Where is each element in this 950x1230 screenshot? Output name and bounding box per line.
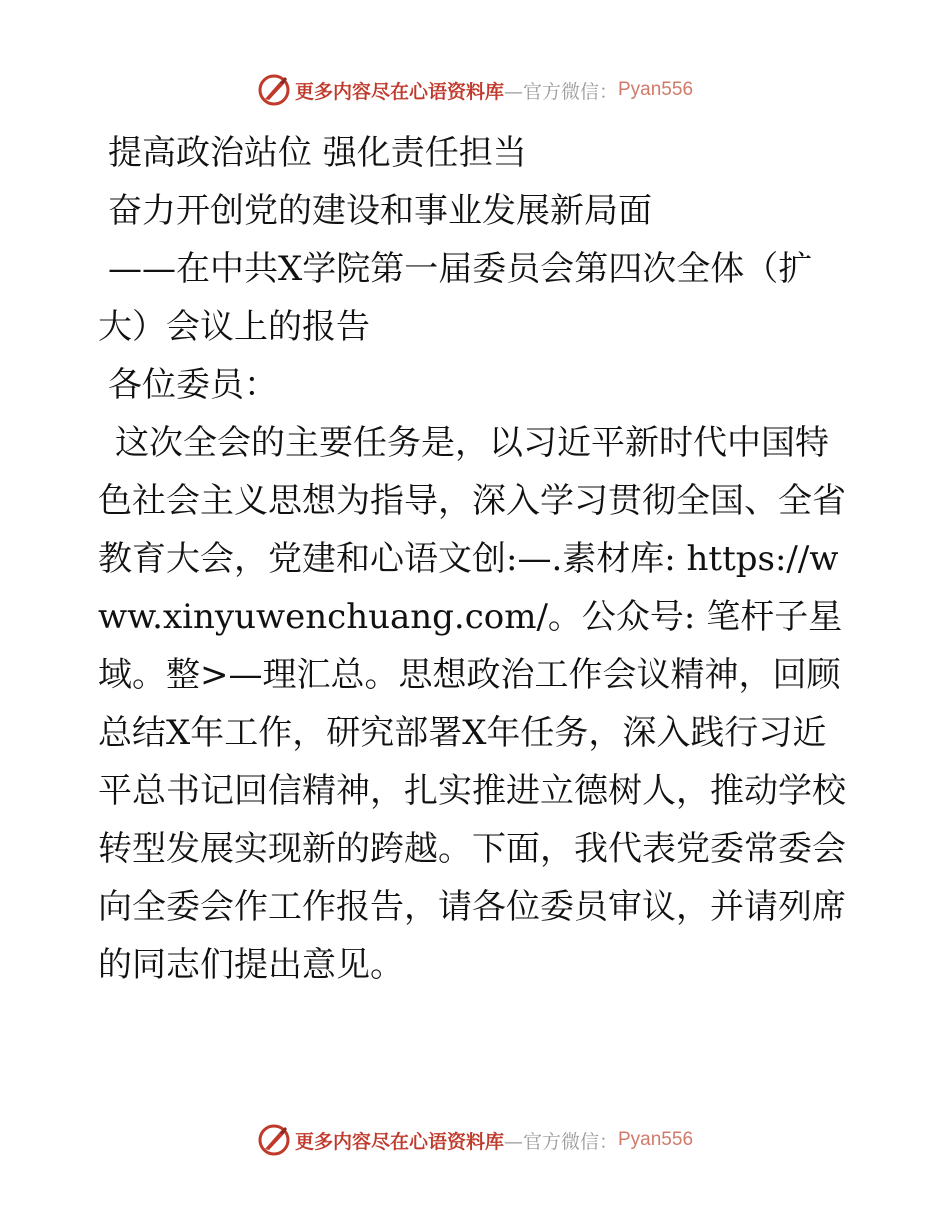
quill-circle-icon	[257, 1123, 291, 1157]
title-line-2: 奋力开创党的建设和事业发展新局面	[108, 191, 652, 231]
header-banner	[0, 70, 950, 110]
report-subtitle: ——在中共X学院第一届委员会第四次全体（扩大）会议上的报告	[98, 249, 813, 347]
footer-banner	[0, 1120, 950, 1160]
title-line-1: 提高政治站位 强化责任担当	[108, 133, 527, 173]
quill-circle-icon	[257, 73, 291, 107]
footer-wechat-id: Pyan556	[618, 1129, 694, 1150]
salutation: 各位委员：	[108, 365, 278, 405]
banner-wechat-label: —官方微信：	[503, 80, 618, 103]
banner-wechat-id: Pyan556	[618, 79, 694, 100]
banner-brand-text: 更多内容尽在心语资料库	[294, 80, 504, 103]
footer-wechat-label: —官方微信：	[503, 1130, 618, 1153]
document-body	[98, 124, 858, 994]
body-paragraph: 这次全会的主要任务是，以习近平新时代中国特色社会主义思想为指导，深入学习贯彻全国、全省教育大会，党建和心语文创:—.素材库: https://www.xinyuwenchuang.com/。公众号: 笔杆子星域。整>—理汇总。思想政治工作会议精神，回顾总结X年工作，研究部署X年任务，深入践行习近平总书记回信精神，扎实推进立德树人，推动学校转型发展实现新的跨越。下面，我代表党委常委会向全委会作工作报告，请各位委员审议，并请列席的同志们提出意见。	[98, 423, 846, 985]
footer-brand-text: 更多内容尽在心语资料库	[294, 1130, 504, 1153]
